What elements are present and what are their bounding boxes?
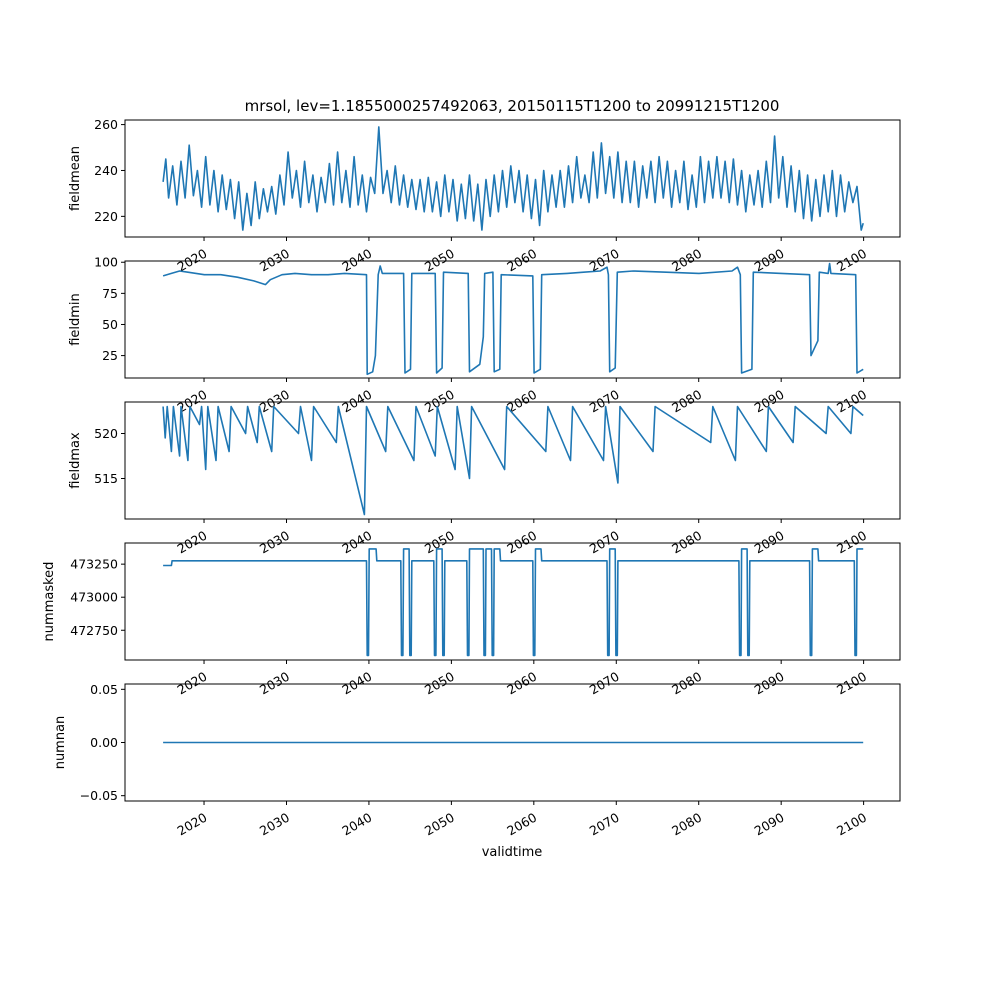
chart-title: mrsol, lev=1.1855000257492063, 20150115T1200 to 20991215T1200	[244, 97, 780, 115]
x-tick-label-fieldmin: 2030	[256, 386, 292, 416]
x-tick-label-nummasked: 2100	[834, 668, 870, 698]
y-tick-label-fieldmax: 515	[94, 471, 118, 486]
panel-numnan	[53, 682, 900, 839]
x-tick-label-fieldmean: 2100	[834, 245, 870, 275]
x-tick-label-fieldmax: 2060	[504, 527, 540, 557]
x-tick-label-fieldmax: 2100	[834, 527, 870, 557]
x-tick-label-fieldmin: 2040	[339, 386, 375, 416]
y-tick-label-fieldmax: 520	[94, 426, 118, 441]
x-tick-label-fieldmean: 2060	[504, 245, 540, 275]
axes-frame-fieldmax	[125, 402, 900, 519]
x-tick-label-nummasked: 2080	[669, 668, 705, 698]
series-line-nummasked	[163, 549, 863, 656]
y-tick-label-fieldmin: 75	[102, 285, 118, 301]
x-tick-label-fieldmax: 2030	[256, 527, 292, 557]
panel-fieldmax	[68, 402, 900, 557]
x-tick-label-numnan: 2040	[339, 809, 375, 839]
panel-fieldmin	[68, 255, 900, 416]
x-tick-label-nummasked: 2050	[421, 668, 457, 698]
x-tick-label-fieldmin: 2090	[751, 386, 787, 416]
y-axis-label-nummasked: nummasked	[42, 561, 57, 642]
x-tick-label-fieldmax: 2050	[421, 527, 457, 557]
x-tick-label-nummasked: 2040	[339, 668, 375, 698]
y-tick-label-fieldmin: 50	[102, 316, 118, 332]
x-tick-label-fieldmin: 2060	[504, 386, 540, 416]
x-tick-label-numnan: 2090	[751, 809, 787, 839]
y-tick-label-fieldmean: 240	[94, 162, 118, 178]
x-tick-label-fieldmean: 2080	[669, 245, 705, 275]
x-tick-label-nummasked: 2070	[586, 668, 622, 698]
y-axis-label-fieldmax: fieldmax	[68, 432, 83, 489]
x-tick-label-fieldmax: 2090	[751, 527, 787, 557]
y-tick-label-fieldmin: 25	[102, 348, 118, 364]
x-tick-label-numnan: 2030	[256, 809, 292, 839]
x-tick-label-nummasked: 2030	[256, 668, 292, 698]
series-line-fieldmax	[163, 407, 863, 515]
y-tick-label-numnan: 0.00	[90, 735, 118, 750]
x-tick-label-fieldmin: 2070	[586, 386, 622, 416]
x-tick-label-fieldmin: 2050	[421, 386, 457, 416]
x-tick-label-fieldmean: 2040	[339, 245, 375, 275]
x-tick-label-fieldmin: 2080	[669, 386, 705, 416]
x-tick-label-fieldmax: 2020	[174, 527, 210, 557]
x-tick-label-numnan: 2070	[586, 809, 622, 839]
x-tick-label-numnan: 2080	[669, 809, 705, 839]
panel-nummasked	[42, 543, 900, 698]
x-tick-label-fieldmean: 2090	[751, 245, 787, 275]
x-tick-label-fieldmean: 2070	[586, 245, 622, 275]
panels	[42, 117, 900, 838]
x-tick-label-numnan: 2060	[504, 809, 540, 839]
y-tick-label-nummasked: 473000	[70, 589, 118, 605]
x-tick-label-fieldmax: 2080	[669, 527, 705, 557]
x-tick-label-nummasked: 2060	[504, 668, 540, 698]
y-tick-label-numnan: −0.05	[79, 788, 118, 804]
y-tick-label-nummasked: 472750	[70, 622, 118, 638]
y-tick-label-fieldmin: 100	[94, 254, 118, 270]
x-tick-label-fieldmean: 2050	[421, 245, 457, 275]
y-axis-label-numnan: numnan	[53, 715, 68, 770]
panel-fieldmean	[68, 117, 900, 274]
x-tick-label-fieldmean: 2030	[256, 245, 292, 275]
x-tick-label-numnan: 2100	[834, 809, 870, 839]
x-axis-label: validtime	[481, 845, 543, 860]
x-tick-label-nummasked: 2090	[751, 668, 787, 698]
y-tick-label-fieldmean: 220	[94, 208, 118, 224]
x-tick-label-fieldmax: 2040	[339, 527, 375, 557]
x-tick-label-fieldmax: 2070	[586, 527, 622, 557]
y-tick-label-fieldmean: 260	[94, 117, 118, 133]
x-tick-label-fieldmin: 2100	[834, 386, 870, 416]
series-line-fieldmin	[163, 264, 863, 375]
y-axis-label-fieldmean: fieldmean	[68, 146, 83, 211]
y-tick-label-nummasked: 473250	[70, 556, 118, 572]
y-axis-label-fieldmin: fieldmin	[68, 293, 83, 346]
y-tick-label-numnan: 0.05	[90, 681, 118, 697]
x-tick-label-nummasked: 2020	[174, 668, 210, 698]
x-tick-label-fieldmin: 2020	[174, 386, 210, 416]
series-line-fieldmean	[163, 127, 863, 230]
x-tick-label-numnan: 2050	[421, 809, 457, 839]
x-tick-label-fieldmean: 2020	[174, 245, 210, 275]
x-tick-label-numnan: 2020	[174, 809, 210, 839]
